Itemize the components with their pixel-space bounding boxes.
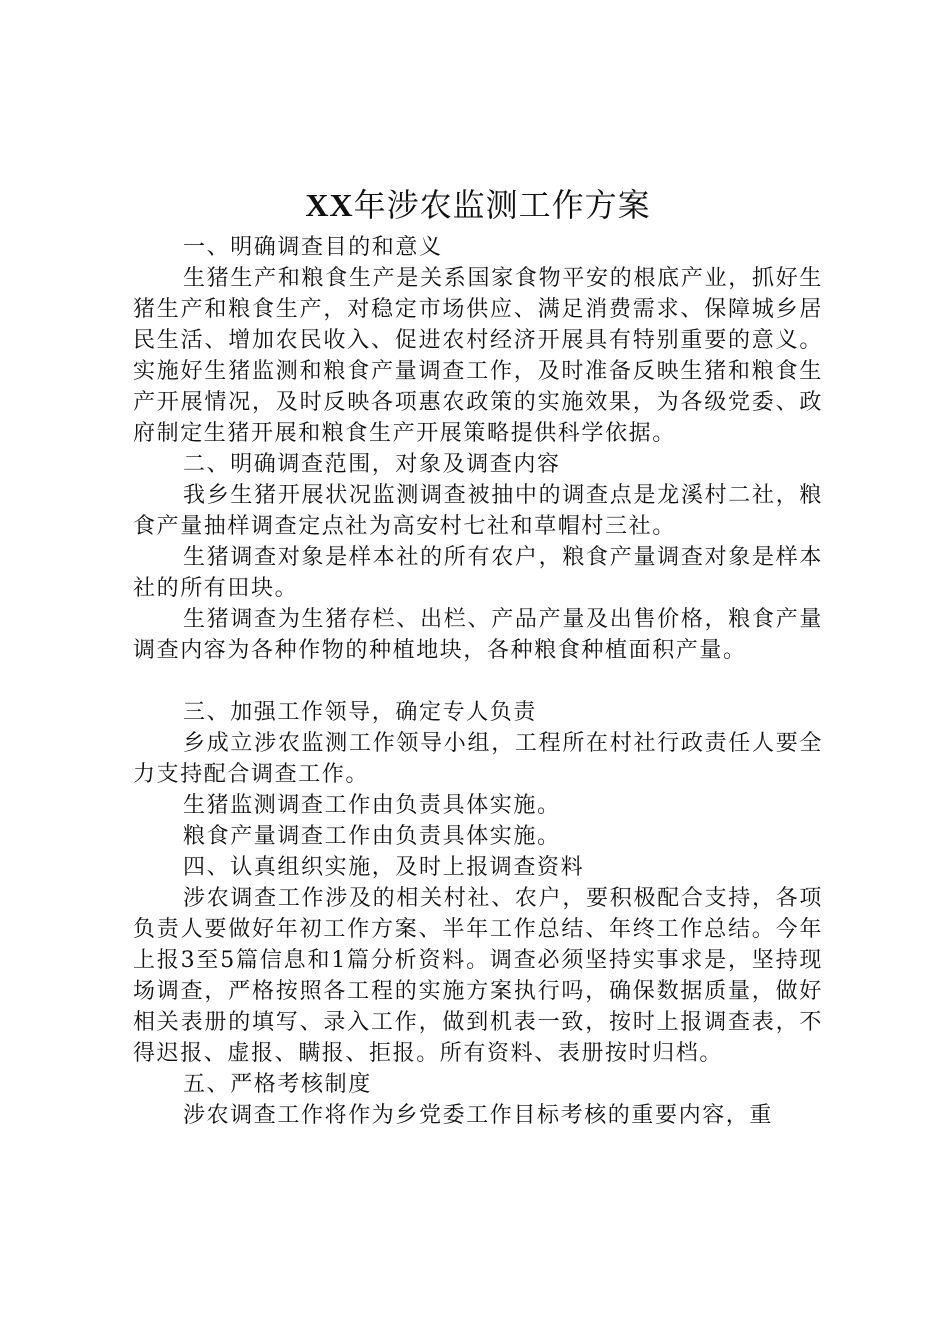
paragraph: 涉农调查工作将作为乡党委工作目标考核的重要内容，重 [183,1103,774,1128]
paragraph: 涉农调查工作涉及的相关村社、农户，要积极配合支持，各项负责人要做好年初工作方案、半年工作总结、年终工作总结。今年上报3至5篇信息和1篇分析资料。调查必须坚持实事求是，坚持现场调查，严格按照各工程的实施方案执行吗，确保数据质量，做好相关表册的填写、录入工作，做到机表一致，按时上报调查表，不得迟报、虚报、瞒报、拒报。所有资料、表册按时归档。 [133,886,823,1066]
section-heading-5: 五、严格考核制度 [183,1072,372,1097]
document-title [133,180,823,230]
section-heading-1: 一、明确调查目的和意义 [183,235,443,260]
paragraph: 生猪调查对象是样本社的所有农户，粮食产量调查对象是样本社的所有田块。 [133,545,823,601]
section-heading-3: 三、加强工作领导，确定专人负责 [183,700,538,725]
paragraph: 粮食产量调查工作由负责具体实施。 [183,824,561,849]
paragraph: 生猪监测调查工作由负责具体实施。 [183,793,561,818]
paragraph: 生猪生产和粮食生产是关系国家食物平安的根底产业，抓好生猪生产和粮食生产，对稳定市场供应、满足消费需求、保障城乡居民生活、增加农民收入、促进农村经济开展具有特别重要的意义。实施好生猪监测和粮食产量调查工作，及时准备反映生猪和粮食生产开展情况，及时反映各项惠农政策的实施效果，为各级党委、政府制定生猪开展和粮食生产开展策略提供科学依据。 [133,266,823,446]
title-xx: XX [305,187,354,223]
title-text: 年涉农监测工作方案 [353,186,651,224]
paragraph: 乡成立涉农监测工作领导小组，工程所在村社行政责任人要全力支持配合调查工作。 [133,731,823,787]
document-page [133,180,823,1131]
blank-line [133,666,823,697]
section-heading-4: 四、认真组织实施，及时上报调查资料 [183,855,585,880]
paragraph: 我乡生猪开展状况监测调查被抽中的调查点是龙溪村二社，粮食产量抽样调查定点社为高安村七社和草帽村三社。 [133,483,823,539]
section-heading-2: 二、明确调查范围，对象及调查内容 [183,452,561,477]
paragraph: 生猪调查为生猪存栏、出栏、产品产量及出售价格，粮食产量调查内容为各种作物的种植地块，各种粮食种植面积产量。 [133,607,823,663]
